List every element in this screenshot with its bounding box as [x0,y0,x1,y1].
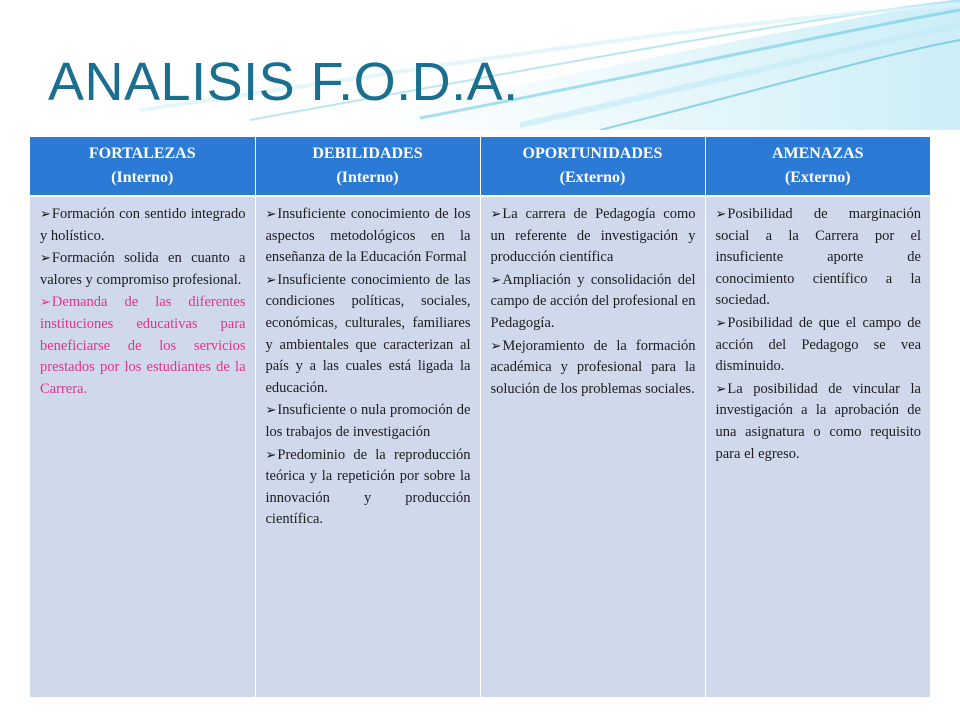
page-title: ANALISIS F.O.D.A. [48,52,519,112]
column-title: AMENAZAS [771,145,864,162]
header-fortalezas [30,137,255,196]
header-amenazas [705,137,930,196]
list-item-text: Mejoramiento de la formación académica y profesional para la solución de los problemas sociales. [490,337,696,397]
arrow-right-icon: ➢ [40,294,51,310]
content-row [30,196,930,697]
list-item [716,378,922,465]
list-item [40,247,246,291]
list-item-text: Insuficiente conocimiento de los aspectos metodológicos en la enseñanza de la Educación Formal [265,206,471,266]
arrow-right-icon: ➢ [715,380,727,396]
list-item [266,203,471,269]
arrow-right-icon: ➢ [715,206,727,221]
list-item [266,269,471,400]
arrow-right-icon: ➢ [490,271,502,287]
arrow-right-icon: ➢ [40,250,51,266]
list-item [266,444,471,531]
list-item [716,203,922,312]
arrow-right-icon: ➢ [265,446,277,462]
arrow-right-icon: ➢ [715,314,727,330]
arrow-right-icon: ➢ [490,206,502,221]
list-item [491,335,696,401]
debilidades-cell [255,196,480,697]
column-title: OPORTUNIDADES [522,145,663,162]
list-item [266,399,471,443]
arrow-right-icon: ➢ [490,337,502,353]
column-title: FORTALEZAS [88,145,196,162]
fortalezas-cell [30,196,255,697]
column-subtitle: (Interno) [336,169,399,186]
list-item-text: Formación con sentido integrado y holístico. [40,206,246,244]
oportunidades-cell [480,196,705,697]
list-item-text: Insuficiente o nula promoción de los trabajos de investigación [265,402,471,440]
column-subtitle: (Externo) [784,169,851,186]
list-item-highlighted [40,291,246,400]
list-item [716,312,922,378]
header-debilidades [255,137,480,196]
arrow-right-icon: ➢ [265,402,277,418]
amenazas-cell [705,196,930,697]
list-item-text: Insuficiente conocimiento de las condiciones políticas, sociales, económicas, culturales, familiares y ambientales que caracterizan al país y a las cuales está ligada la educación. [265,271,471,396]
list-item-text: Posibilidad de que el campo de acción del Pedagogo se vea disminuido. [715,314,921,375]
list-item-text: La posibilidad de vincular la investigación a la aprobación de una asignatura o como requisito para el egreso. [715,380,921,462]
header-oportunidades [480,137,705,196]
list-item-text: Predominio de la reproducción teórica y la repetición por sobre la innovación y producción científica. [265,446,471,528]
arrow-right-icon: ➢ [265,271,277,287]
list-item-text: Ampliación y consolidación del campo de acción del profesional en Pedagogía. [490,271,696,331]
list-item [491,269,696,335]
foda-table [30,137,930,697]
list-item-text: Demanda de las diferentes instituciones educativas para beneficiarse de los servicios prestados por los estudiantes de la Carrera. [40,294,246,397]
list-item-text: Formación solida en cuanto a valores y compromiso profesional. [40,250,246,288]
header-row [30,137,930,196]
list-item-text: Posibilidad de marginación social a la Carrera por el insuficiente aporte de conocimiento científico a la sociedad. [715,206,921,309]
column-subtitle: (Externo) [559,169,626,186]
arrow-right-icon: ➢ [40,206,51,221]
arrow-right-icon: ➢ [265,206,277,221]
list-item [40,203,246,247]
list-item [491,203,696,269]
list-item-text: La carrera de Pedagogía como un referente de investigación y producción científica [490,206,696,266]
column-title: DEBILIDADES [312,145,423,162]
column-subtitle: (Interno) [111,169,174,186]
